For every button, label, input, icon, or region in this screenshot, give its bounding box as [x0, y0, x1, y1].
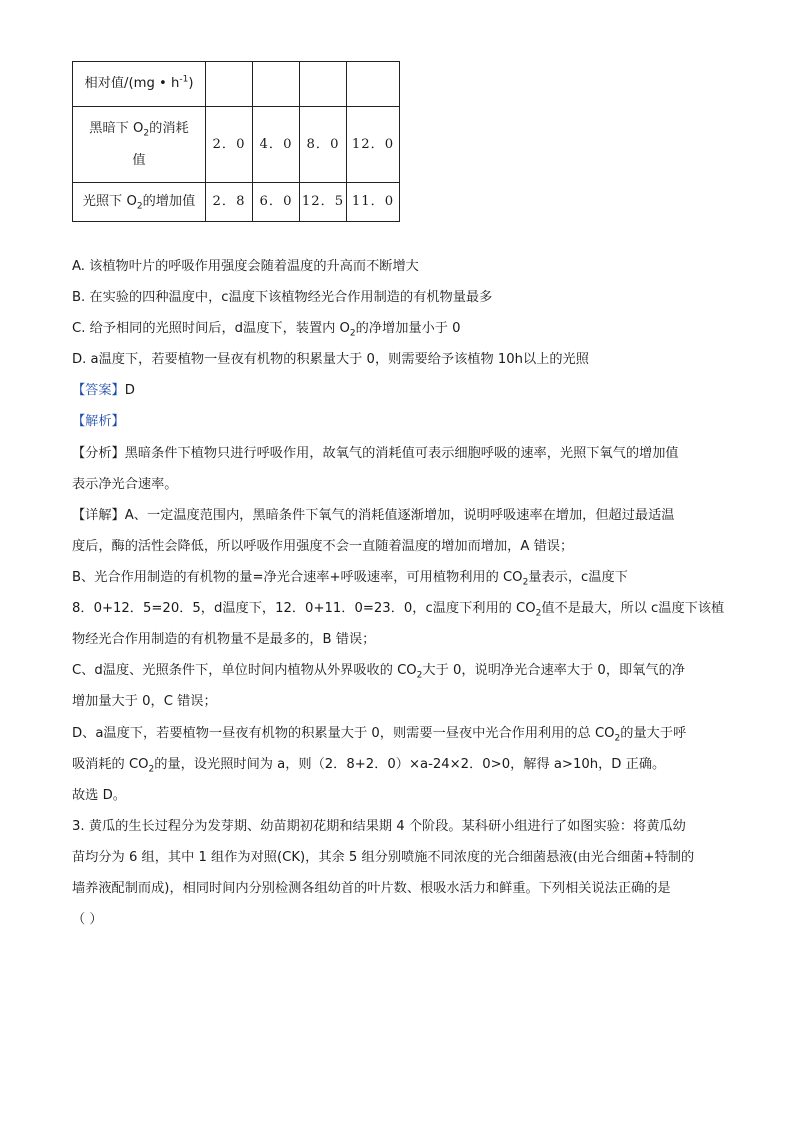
detail-line-8: D、a温度下，若要植物一昼夜有机物的积累量大于 0，则需要一昼夜中光合作用利用的总 $CO_2$的量大于呼 — [72, 726, 687, 744]
fenxi-line-1: 【分析】黑暗条件下植物只进行呼吸作用，故氧气的消耗值可表示细胞呼吸的速率，光照下氧气的增加值 — [72, 446, 679, 461]
detail-line-1: 【详解】A、一定温度范围内，黑暗条件下氧气的消耗值逐渐增加，说明呼吸速率在增加，但超过最适温 — [72, 508, 675, 523]
table-header-label: 相对值/(mg • $h^{-1}$) — [73, 62, 206, 107]
option-c: C. 给予相同的光照时间后，d温度下，装置内 $O_2$的净增加量小于 0 — [72, 321, 461, 339]
answer-tag: 【答案】 — [72, 383, 125, 398]
table-header-cell — [347, 62, 400, 107]
row-label: 光照下 $O_2$的增加值 — [73, 183, 206, 222]
table-cell: 11．0 — [347, 183, 400, 222]
question-3-line-2: 苗均分为 6 组，其中 1 组作为对照(CK)，其余 5 组分别喷施不同浓度的光合细菌悬液(由光合细菌+特制的 — [72, 850, 695, 865]
detail-tag: 【详解】 — [72, 508, 125, 523]
detail-line-7: 增加量大于 0，C 错误； — [72, 694, 217, 709]
data-table — [72, 61, 400, 222]
detail-line-6: C、d温度、光照条件下，单位时间内植物从外界吸收的 $CO_2$大于 0，说明净光合速率大于 0，即氧气的净 — [72, 663, 685, 681]
table-header-cell — [206, 62, 253, 107]
option-a: A. 该植物叶片的呼吸作用强度会随着温度的升高而不断增大 — [72, 259, 419, 274]
table-header-cell — [253, 62, 300, 107]
question-3-line-1: 3. 黄瓜的生长过程分为发芽期、幼苗期初花期和结果期 4 个阶段。某科研小组进行了如图实验：将黄瓜幼 — [72, 819, 686, 834]
fenxi-tag: 【分析】 — [72, 446, 125, 461]
table-cell: 12．0 — [347, 107, 400, 183]
table-cell: 12．5 — [300, 183, 347, 222]
table-cell: 2．0 — [206, 107, 253, 183]
option-d: D. a温度下，若要植物一昼夜有机物的积累量大于 0，则需要给予该植物 10h以上的光照 — [72, 352, 589, 367]
answer-line — [72, 381, 135, 401]
detail-line-10: 故选 D。 — [72, 788, 126, 803]
question-3-line-4: （ ） — [72, 912, 103, 927]
table-header-cell — [300, 62, 347, 107]
detail-line-3: B、光合作用制造的有机物的量=净光合速率+呼吸速率，可用植物利用的 $CO_2$量表示，c温度下 — [72, 570, 628, 588]
table-cell: 6．0 — [253, 183, 300, 222]
answer-value: D — [124, 383, 135, 398]
question-3-line-3: 墙养液配制而成)，相同时间内分别检测各组幼首的叶片数、根吸水活力和鲜重。下列相关说法正确的是 — [72, 881, 671, 896]
analysis-tag: 【解析】 — [72, 414, 125, 429]
table-cell: 4．0 — [253, 107, 300, 183]
fenxi-line-2: 表示净光合速率。 — [72, 477, 178, 492]
detail-line-5: 物经光合作用制造的有机物量不是最多的，B 错误； — [72, 632, 376, 647]
detail-line-4: 8．0+12．5=20．5，d温度下，12．0+11．0=23．0，c温度下利用的 $CO_2$值不是最大，所以 c温度下该植 — [72, 601, 725, 619]
table-cell: 2．8 — [206, 183, 253, 222]
detail-line-2: 度后，酶的活性会降低，所以呼吸作用强度不会一直随着温度的增加而增加，A 错误； — [72, 539, 574, 554]
option-b: B. 在实验的四种温度中，c温度下该植物经光合作用制造的有机物量最多 — [72, 290, 493, 305]
table-cell: 8．0 — [300, 107, 347, 183]
table-row-light-increase — [73, 183, 400, 222]
table-header-row — [73, 62, 400, 107]
table-row-dark-consumption — [73, 107, 400, 183]
row-label: 黑暗下 $O_2$的消耗 值 — [73, 107, 206, 183]
detail-line-9: 吸消耗的 $CO_2$的量，设光照时间为 a，则（2．8+2．0）×a-24×2．0>0，解得 a>10h，D 正确。 — [72, 757, 666, 775]
